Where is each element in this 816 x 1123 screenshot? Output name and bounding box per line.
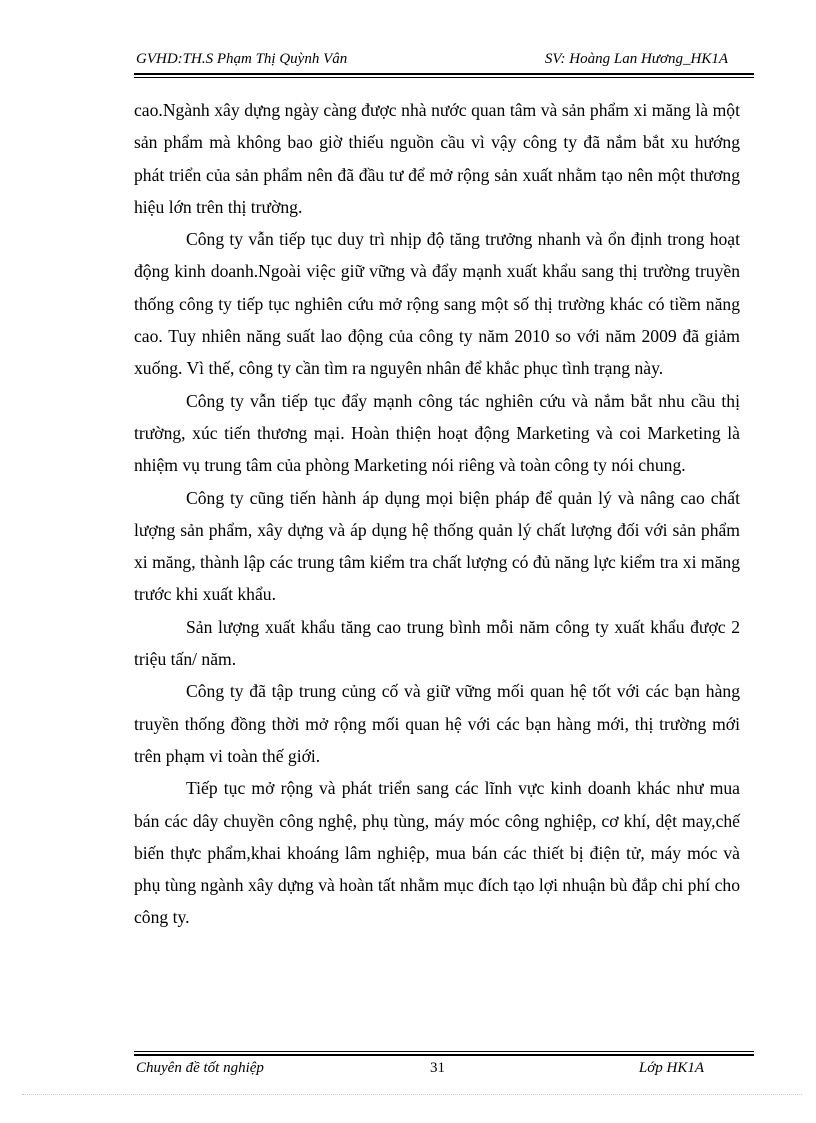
header-rule-thin [134,77,754,78]
footer-class: Lớp HK1A [638,1060,704,1076]
paragraph-continued: cao.Ngành xây dựng ngày càng được nhà nước quan tâm và sản phẩm xi măng là một sản phẩm mà không bao giờ thiếu nguồn cầu vì vậy công ty đã nắm bắt xu hướng phát triển của sản phẩm nên đã đầu tư để mở rộng sản xuất nhằm tạo nên một thương hiệu lớn trên thị trường. [134,100,740,217]
body-text [134,94,740,934]
paragraph-quality: Công ty cũng tiến hành áp dụng mọi biện pháp để quản lý và nâng cao chất lượng sản phẩm, xây dựng và áp dụng hệ thống quản lý chất lượng đối với sản phẩm xi măng, thành lập các trung tâm kiểm tra chất lượng có đủ năng lực kiểm tra xi măng trước khi xuất khẩu. [134,487,740,605]
page-header [134,50,754,72]
paragraph-expansion: Tiếp tục mở rộng và phát triển sang các lĩnh vực kinh doanh khác như mua bán các dây chuyền công nghệ, phụ tùng, máy móc công nghiệp, cơ khí, dệt may,chế biến thực phẩm,khai khoáng lâm nghiệp, mua bán các thiết bị điện tử, máy móc và phụ tùng ngành xây dựng và hoàn tất nhằm mục đích tạo lợi nhuận bù đắp chi phí cho công ty. [134,778,740,928]
header-rule-thick [134,73,754,75]
header-advisor: GVHD:TH.S Phạm Thị Quỳnh Vân [136,51,348,67]
footer-title: Chuyên đề tốt nghiệp [136,1060,264,1076]
footer-rule-thin [134,1051,754,1052]
paragraph-partners: Công ty đã tập trung củng cố và giữ vững mối quan hệ tốt với các bạn hàng truyền thống đồng thời mở rộng mối quan hệ với các bạn hàng mới, thị trường mới trên phạm vi toàn thế giới. [134,681,740,766]
paragraph-marketing: Công ty vẫn tiếp tục đẩy mạnh công tác nghiên cứu và nắm bắt nhu cầu thị trường, xúc tiến thương mại. Hoàn thiện hoạt động Marketing và coi Marketing là nhiệm vụ trung tâm của phòng Marketing nói riêng và toàn công ty nói chung. [134,390,740,476]
page-number: 31 [430,1060,445,1076]
footer-rule-thick [134,1054,754,1056]
paragraph-growth: Công ty vẫn tiếp tục duy trì nhịp độ tăng trưởng nhanh và ổn định trong hoạt động kinh doanh.Ngoài việc giữ vững và đẩy mạnh xuất khẩu sang thị trường truyền thống công ty tiếp tục nghiên cứu mở rộng sang một số thị trường khác có tiềm năng cao. Tuy nhiên năng suất lao động của công ty năm 2010 so với năm 2009 đã giảm xuống. Vì thế, công ty cần tìm ra nguyên nhân để khắc phục tình trạng này. [134,229,740,379]
header-student: SV: Hoàng Lan Hương_HK1A [544,51,728,67]
page-footer [134,1060,754,1082]
paragraph-export-volume: Sản lượng xuất khẩu tăng cao trung bình mỗi năm công ty xuất khẩu được 2 triệu tấn/ năm. [134,616,740,670]
page-edge-divider [22,1094,802,1095]
